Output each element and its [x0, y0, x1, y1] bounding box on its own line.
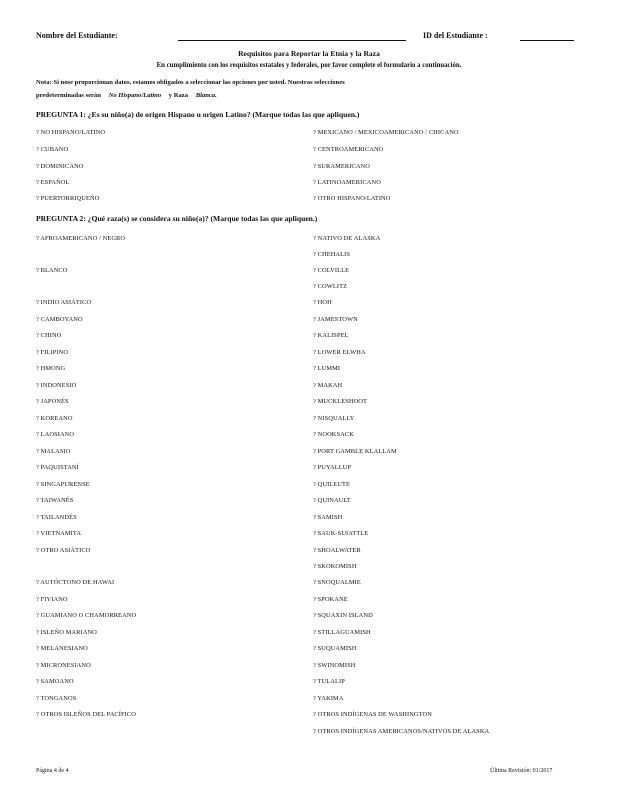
q2-option[interactable]: ? FILIPINO	[36, 349, 69, 356]
q2-option[interactable]: ? MAKAH	[313, 382, 343, 389]
q2-option[interactable]: ? PAQUISTANÍ	[36, 464, 79, 471]
q2-option[interactable]: ? PUYALLUP	[313, 464, 352, 471]
note-line-1: Nota: Si nose proporcionan datos, estamos obligados a seleccionar las opciones por usted. Nuestras selecciones	[36, 79, 345, 86]
q2-option[interactable]: ? ISLEÑO MARIANO	[36, 629, 97, 636]
q2-option[interactable]: ? SAMISH	[313, 514, 343, 521]
student-name-label: Nombre del Estudiante:	[36, 31, 118, 40]
q2-option[interactable]: ? NOOKSACK	[313, 431, 354, 438]
default-ethnicity: No Hispano/Latino	[108, 92, 162, 99]
q2-option[interactable]: ? OTROS ISLEÑOS DEL PACÍFICO	[36, 711, 136, 718]
q1-option[interactable]: ? MEXICANO / MEXICOAMERICANO / CHICANO	[313, 129, 459, 136]
q2-option[interactable]: ? MUCKLESHOOT	[313, 398, 368, 405]
q2-option[interactable]: ? NISQUALLY	[313, 415, 355, 422]
student-id-field[interactable]	[520, 40, 574, 41]
note-line-2	[36, 92, 217, 99]
q2-option[interactable]: ? AUTÓCTONO DE HAWAI	[36, 579, 115, 586]
q2-option[interactable]: ? MALASIO	[36, 448, 71, 455]
q2-option[interactable]: ? STILLAGUAMISH	[313, 629, 371, 636]
default-race: Blanca.	[195, 92, 217, 99]
q2-option[interactable]: ? TULALIP	[313, 678, 345, 685]
q1-option[interactable]: ? ESPAÑOL	[36, 179, 70, 186]
q1-option[interactable]: ? NO HISPANO/LATINO	[36, 129, 106, 136]
q2-option[interactable]: ? INDONESIO	[36, 382, 77, 389]
q2-option[interactable]: ? NATIVO DE ALASKA	[313, 235, 381, 242]
q2-option[interactable]: ? OTROS INDÍGENAS DE WASHINGTON	[313, 711, 432, 718]
page-subtitle: En cumplimiento con los requisitos estatales y federales, por favor complete el formulario a continuación.	[156, 62, 462, 69]
q2-option[interactable]: ? TAILANDÉS	[36, 514, 77, 521]
q2-option[interactable]: ? SINGAPURENSE	[36, 481, 90, 488]
page-title: Requisitos para Reportar la Etnia y la Raza	[238, 49, 380, 58]
q2-option[interactable]: ? KALISPEL	[313, 332, 349, 339]
q2-option[interactable]: ? QUINAULT	[313, 497, 351, 504]
q2-option[interactable]: ? SKOKOMISH	[313, 563, 357, 570]
q1-option[interactable]: ? OTRO HISPANO/LATINO	[313, 195, 391, 202]
q2-option[interactable]: ? HMONG	[36, 365, 66, 372]
q2-option[interactable]: ? OTRO ASIÁTICO	[36, 547, 91, 554]
q2-option[interactable]: ? SNOQUALMIE	[313, 579, 361, 586]
q2-option[interactable]: ? COLVILLE	[313, 267, 350, 274]
q2-option[interactable]: ? MELANESIANO	[36, 645, 88, 652]
revision-date: Última Revisión: 01/2017	[490, 768, 553, 774]
q2-option[interactable]: ? CHEHALIS	[313, 251, 351, 258]
q2-option[interactable]: ? SAMOANO	[36, 678, 74, 685]
q2-option[interactable]: ? SPOKANE	[313, 596, 348, 603]
q2-option[interactable]: ? SWINOMISH	[313, 662, 356, 669]
q2-option[interactable]: ? LOWER ELWHA	[313, 349, 366, 356]
q2-option[interactable]: ? JAMESTOWN	[313, 316, 358, 323]
q2-option[interactable]: ? SHOALWATER	[313, 547, 361, 554]
q2-option[interactable]: ? CAMBOYANO	[36, 316, 83, 323]
q2-option[interactable]: ? SUQUAMISH	[313, 645, 357, 652]
page-number: Página 4 de 4	[36, 768, 69, 774]
q1-option[interactable]: ? PUERTORRIQUEÑO	[36, 195, 100, 202]
question-2-label: PREGUNTA 2: ¿Qué raza(s) se considera su niño(a)? (Marque todas las que apliquen.)	[36, 214, 318, 223]
q2-option[interactable]: ? HOH	[313, 299, 332, 306]
note-prefix: predeterminadas serán	[36, 92, 101, 99]
q2-option[interactable]: ? COWLITZ	[313, 283, 348, 290]
q2-option[interactable]: ? CHINO	[36, 332, 62, 339]
q2-option[interactable]: ? KOREANO	[36, 415, 73, 422]
q2-option[interactable]: ? LUMMI	[313, 365, 341, 372]
note-mid: y Raza	[168, 92, 189, 99]
q2-option[interactable]: ? MICRONESIANO	[36, 662, 91, 669]
q2-option[interactable]: ? BLANCO	[36, 267, 68, 274]
q1-option[interactable]: ? CENTROAMERICANO	[313, 146, 384, 153]
q2-option[interactable]: ? SAUK-SUIATTLE	[313, 530, 369, 537]
q2-option[interactable]: ? AFROAMERICANO / NEGRO	[36, 235, 126, 242]
q2-option[interactable]: ? INDIO ASIÁTICO	[36, 299, 92, 306]
q2-option[interactable]: ? GUAMIANO O CHAMORREANO	[36, 612, 137, 619]
q1-option[interactable]: ? SURAMERICANO	[313, 163, 370, 170]
q2-option[interactable]: ? VIETNAMITA	[36, 530, 82, 537]
q2-option[interactable]: ? SQUAXIN ISLAND	[313, 612, 373, 619]
q1-option[interactable]: ? DOMINICANO	[36, 163, 84, 170]
q1-option[interactable]: ? LATINOAMERICANO	[313, 179, 381, 186]
student-id-label: ID del Estudiante :	[423, 31, 488, 40]
q2-option[interactable]: ? TAIWANÉS	[36, 497, 74, 504]
q2-option[interactable]: ? JAPONÉS	[36, 398, 69, 405]
student-name-field[interactable]	[178, 40, 406, 41]
q1-option[interactable]: ? CUBANO	[36, 146, 69, 153]
q2-option[interactable]: ? PORT GAMBLE KLALLAM	[313, 448, 397, 455]
q2-option[interactable]: ? FIYIANO	[36, 596, 68, 603]
q2-option[interactable]: ? TONGANOS	[36, 695, 77, 702]
question-1-label: PREGUNTA 1: ¿Es su niño(a) de origen Hispano u origen Latino? (Marque todas las que apliquen.)	[36, 110, 360, 119]
q2-option[interactable]: ? LAOSIANO	[36, 431, 75, 438]
q2-option[interactable]: ? OTROS INDÍGENAS AMERICANOS/NATIVOS DE ALASKA	[313, 728, 490, 735]
q2-option[interactable]: ? YAKIMA	[313, 695, 344, 702]
q2-option[interactable]: ? QUILEUTE	[313, 481, 351, 488]
